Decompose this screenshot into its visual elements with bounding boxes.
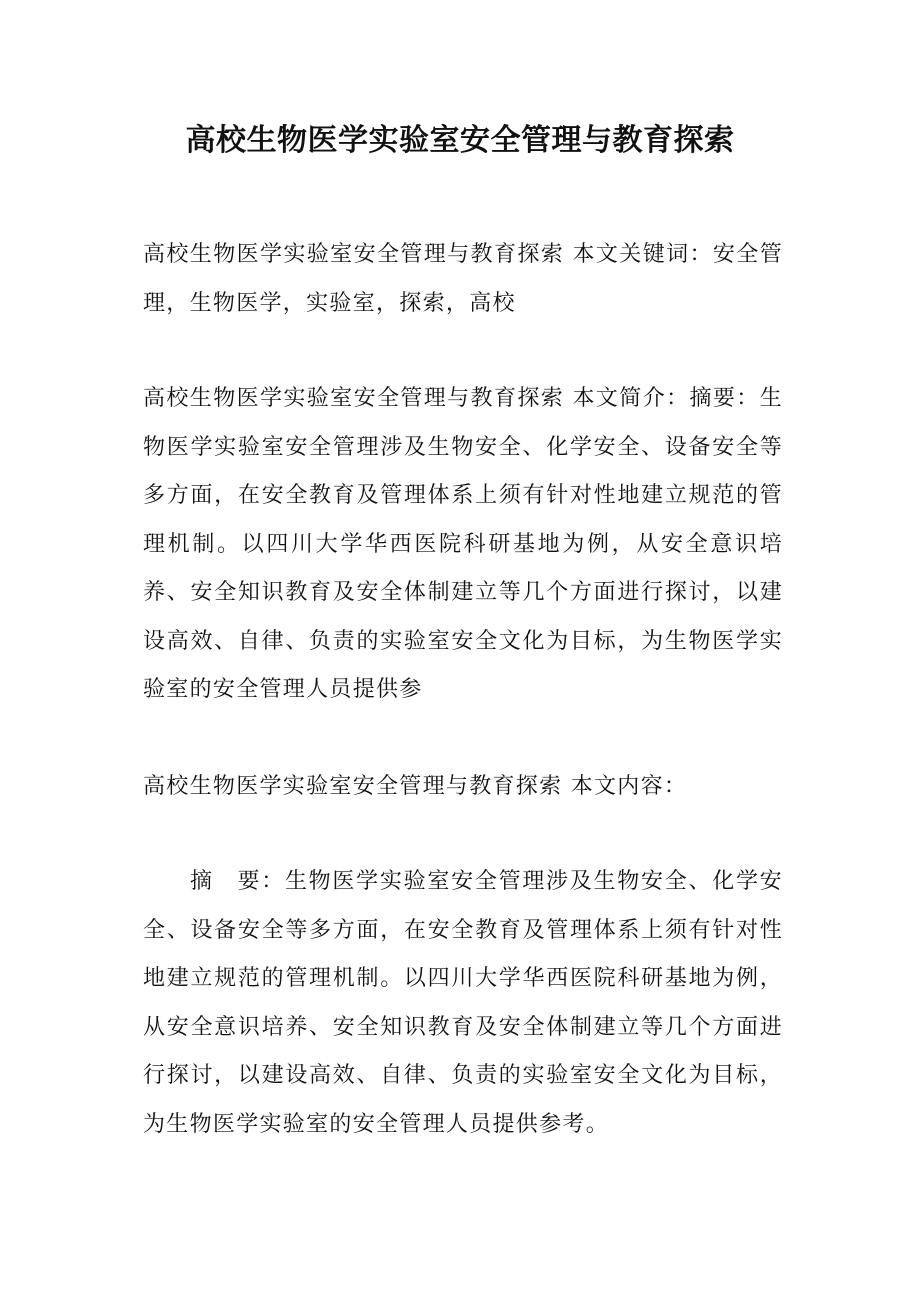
abstract-paragraph: 摘 要：生物医学实验室安全管理涉及生物安全、化学安全、设备安全等多方面，在安全教育及管理体系上须有针对性地建立规范的管理机制。以四川大学华西医院科研基地为例，从安全意识培养、安全知识教育及安全体制建立等几个方面进行探讨，以建设高效、自律、负责的实验室安全文化为目标，为生物医学实验室的安全管理人员提供参考。 [143,869,783,1137]
keywords-paragraph: 高校生物医学实验室安全管理与教育探索 本文关键词：安全管理，生物医学，实验室，探索，高校 [143,242,783,316]
summary-paragraph: 高校生物医学实验室安全管理与教育探索 本文简介：摘要：生物医学实验室安全管理涉及生物安全、化学安全、设备安全等多方面，在安全教育及管理体系上须有针对性地建立规范的管理机制。以四川大学华西医院科研基地为例，从安全意识培养、安全知识教育及安全体制建立等几个方面进行探讨，以建设高效、自律、负责的实验室安全文化为目标，为生物医学实验室的安全管理人员提供参 [143,386,783,702]
document-title: 高校生物医学实验室安全管理与教育探索 [185,123,735,158]
content-heading-paragraph: 高校生物医学实验室安全管理与教育探索 本文内容： [143,774,688,799]
